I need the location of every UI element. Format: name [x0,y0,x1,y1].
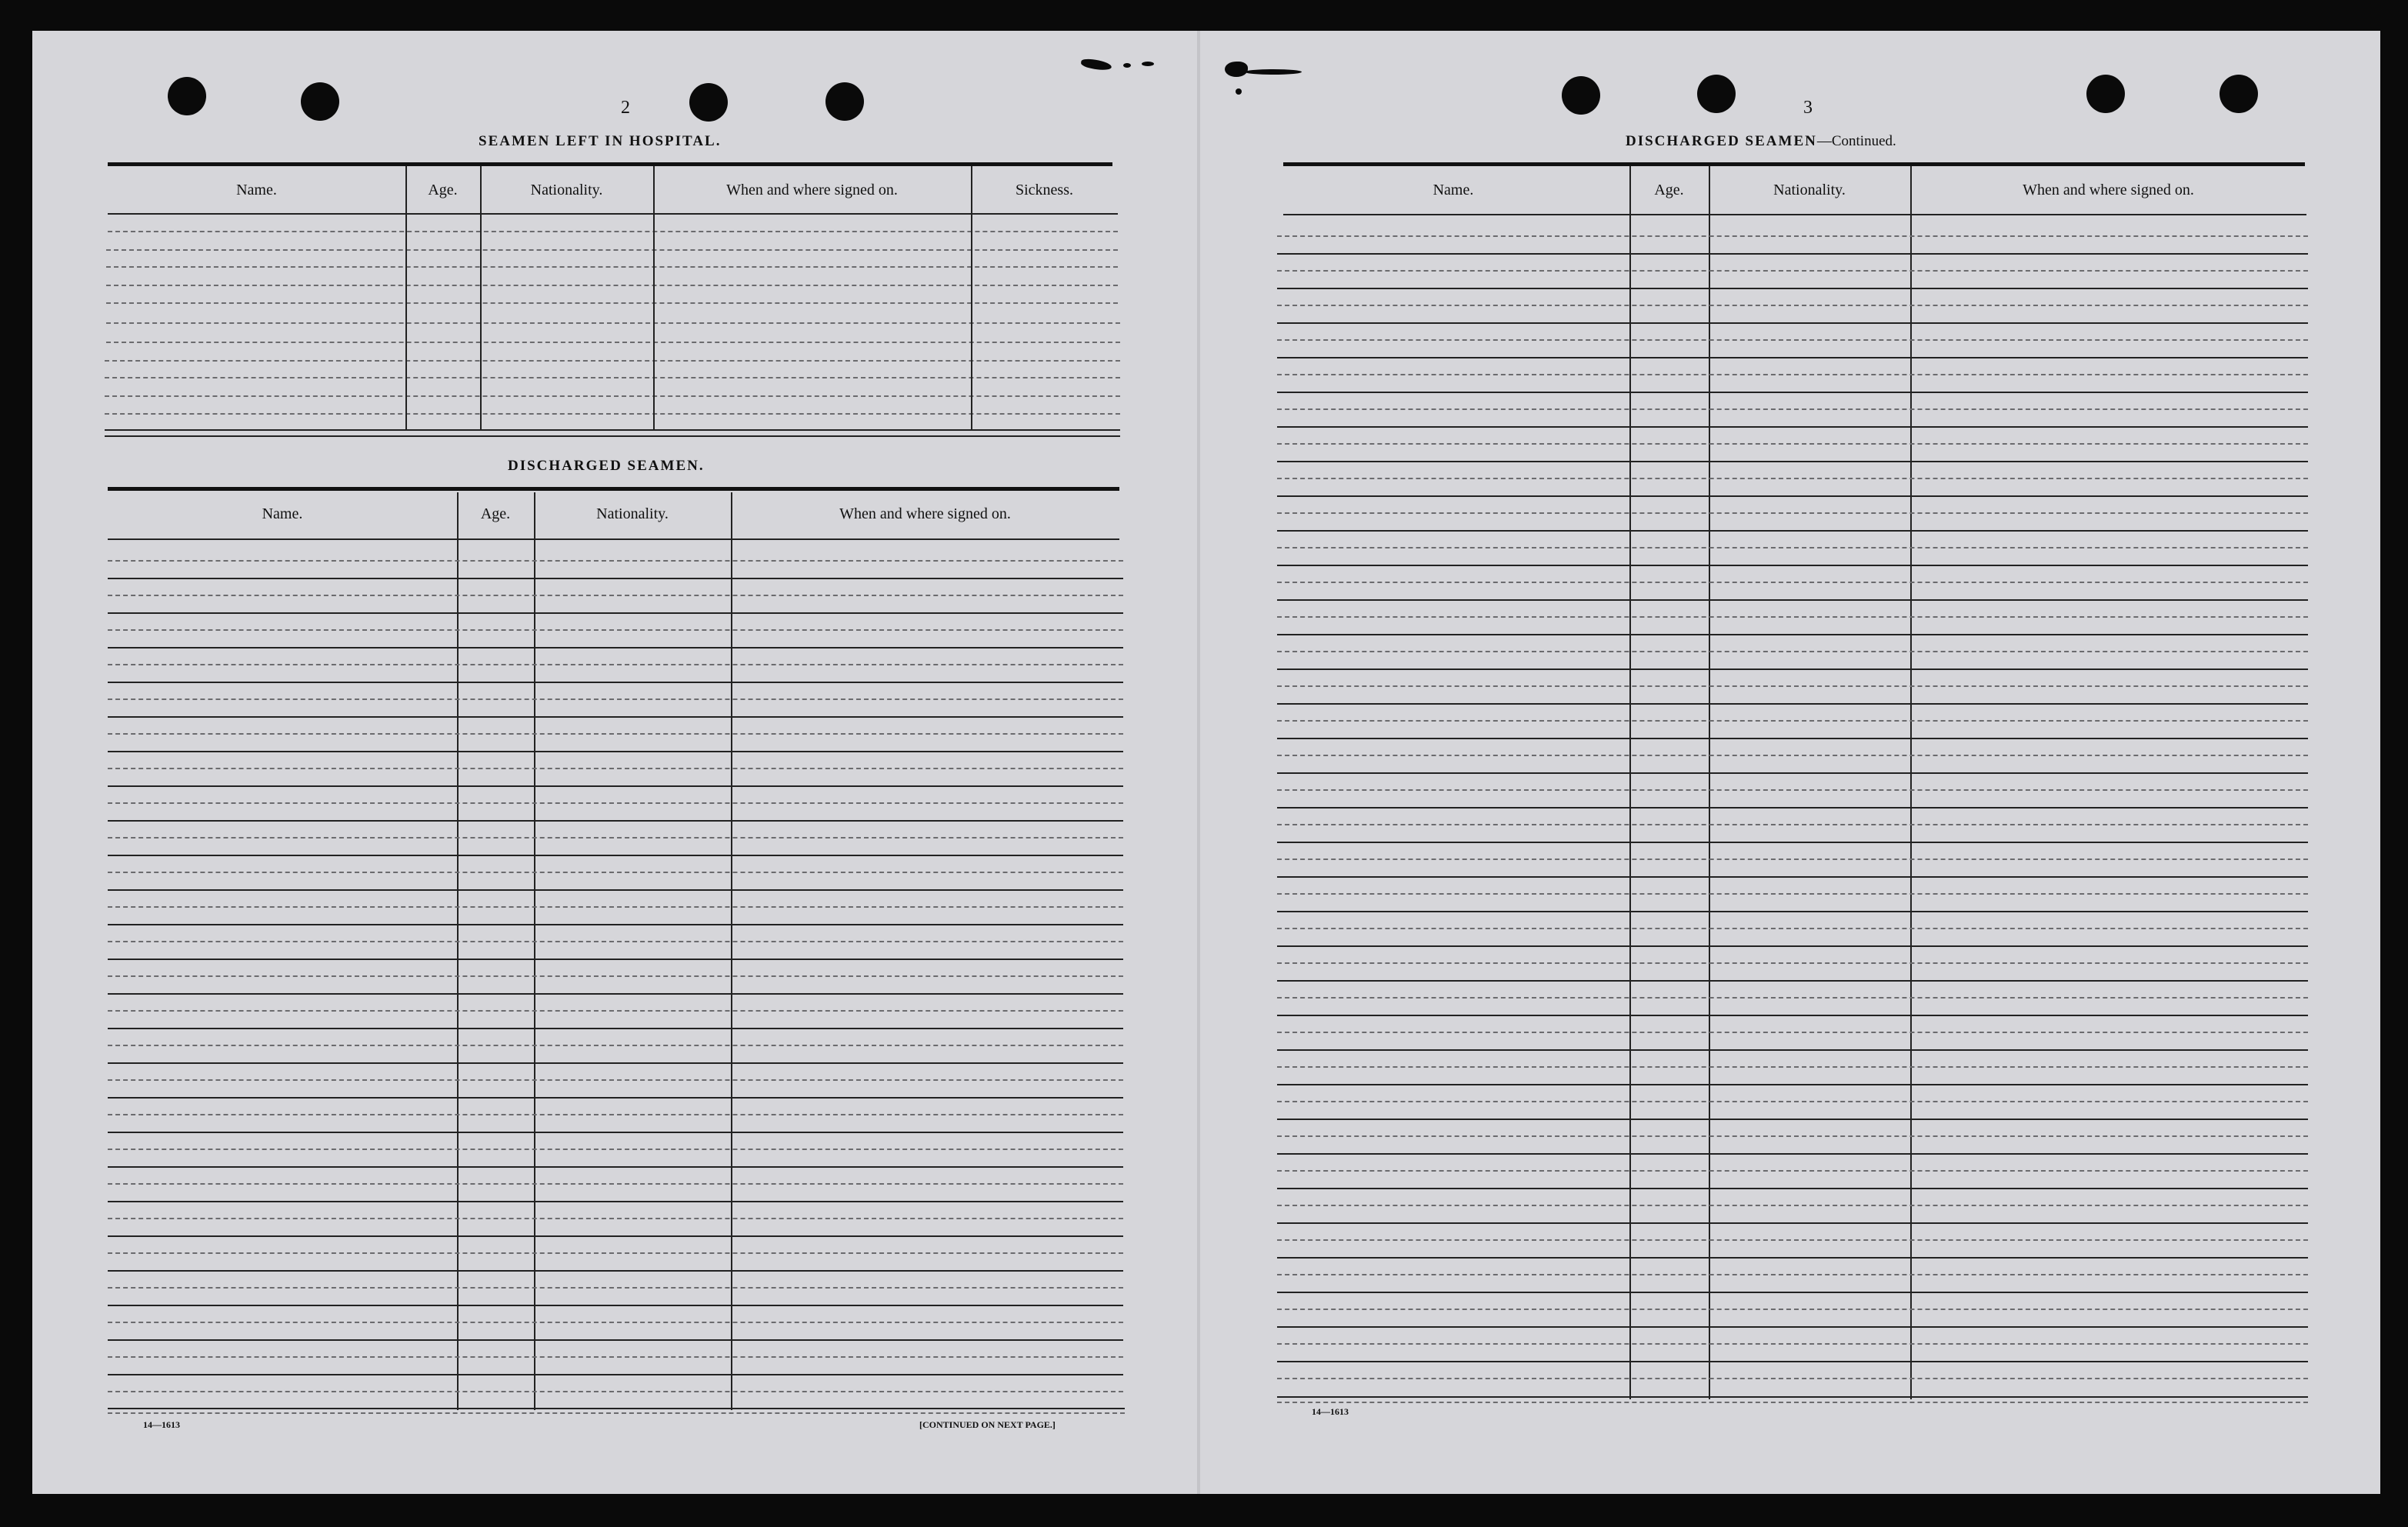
punch-hole [689,83,728,122]
ledger-row-line [1277,738,2308,739]
ledger-guide-line [1277,1343,2308,1345]
ledger-row-line [108,1201,1123,1202]
ledger-row-line [1277,253,2308,255]
hospital-table-bottom-rule [105,429,1120,431]
right-table-top-rule [1283,162,2305,166]
ledger-guide-line [108,1183,1123,1185]
ledger-guide-line [1277,1309,2308,1310]
ledger-guide-line [1277,339,2308,341]
hospital-header-rule [108,213,1118,215]
ledger-row-line [108,1062,1123,1064]
ink-blot [1142,62,1154,66]
ledger-guide-line [108,1356,1123,1358]
hospital-col-name: Name. [236,182,277,198]
ledger-row-line [1277,772,2308,774]
right-table-bottom-rule [1277,1396,2308,1398]
ledger-row-line [1277,461,2308,462]
right-col-age: Age. [1654,182,1684,198]
ledger-guide-line [108,941,1123,942]
ledger-guide-line [1277,962,2308,964]
ledger-row-line [108,1235,1123,1237]
ledger-guide-line [108,1322,1123,1323]
ledger-row-line [1277,634,2308,635]
punch-hole [1562,76,1600,115]
ledger-row-line [1277,1222,2308,1224]
ledger-guide-line [1277,443,2308,445]
ledger-guide-line [1277,859,2308,860]
right-section-title [1626,133,1896,150]
ledger-guide-line [1277,408,2308,410]
hospital-column-divider [480,166,482,431]
ledger-row-line [1277,703,2308,705]
ledger-row-line [108,1132,1123,1133]
ledger-row-line [1277,1049,2308,1051]
ledger-guide-line [1277,512,2308,514]
ledger-guide-line [108,1010,1123,1012]
punch-hole [825,82,864,121]
ink-blot [1123,63,1131,68]
punch-hole [168,77,206,115]
continued-note: [CONTINUED ON NEXT PAGE.] [919,1419,1056,1430]
ledger-guide-line [1277,1274,2308,1275]
ledger-row-line [108,1374,1123,1375]
ledger-guide-line [108,1114,1123,1115]
ledger-row-line [1277,495,2308,497]
ledger-row-line [1277,1292,2308,1293]
ledger-guide-line [108,837,1123,839]
ledger-guide-line [1277,616,2308,618]
ledger-guide-line [1277,374,2308,375]
ledger-guide-line [1277,893,2308,895]
ledger-guide-line [108,1218,1123,1219]
ledger-guide-line [1277,1170,2308,1172]
hospital-row-rule [105,377,1120,378]
ledger-guide-line [1277,1101,2308,1102]
hospital-column-divider [971,166,972,431]
ledger-guide-line [1277,1135,2308,1137]
hospital-col-age: Age. [428,182,458,198]
right-title-main: DISCHARGED SEAMEN [1626,133,1817,149]
ledger-guide-line [108,595,1123,596]
ledger-guide-line [108,560,1123,562]
ledger-row-line [1277,1257,2308,1259]
ledger-guide-line [1277,1066,2308,1068]
hospital-column-divider [405,166,407,431]
right-header-rule [1283,214,2306,215]
ledger-guide-line [1277,270,2308,272]
ledger-row-line [108,647,1123,648]
ledger-guide-line [108,664,1123,665]
ledger-row-line [108,716,1123,718]
hospital-row-rule [106,285,1118,286]
ledger-guide-line [108,1287,1123,1289]
ledger-row-line [108,855,1123,856]
ledger-row-line [1277,945,2308,947]
hospital-row-rule [106,342,1120,343]
ledger-row-line [108,682,1123,683]
hospital-column-divider [653,166,655,431]
right-title-suffix: —Continued. [1816,133,1896,149]
ledger-row-line [1277,530,2308,532]
ledger-row-line [1277,357,2308,358]
hospital-row-rule [106,266,1118,268]
hospital-row-rule [105,413,1120,415]
hospital-section-title: SEAMEN LEFT IN HOSPITAL. [479,133,722,149]
ledger-guide-line [1277,928,2308,929]
ledger-row-line [1277,911,2308,912]
ledger-row-line [1277,1188,2308,1189]
discharged-section-title: DISCHARGED SEAMEN. [508,458,705,474]
ledger-row-line [1277,1153,2308,1155]
ledger-row-line [108,820,1123,822]
right-column-divider [1910,166,1912,1399]
hospital-row-rule [108,231,1118,232]
ledger-row-line [1277,842,2308,843]
ledger-guide-line [1277,1032,2308,1033]
ledger-row-line [108,889,1123,891]
ledger-row-line [1277,565,2308,566]
ledger-guide-line [1277,1378,2308,1379]
ink-blot [1245,69,1302,75]
ledger-row-line [108,1339,1123,1341]
ledger-guide-line [108,872,1123,873]
ledger-guide-line [1277,1205,2308,1206]
ledger-row-line [1277,1326,2308,1328]
ink-blot [1236,88,1242,95]
discharged-table-top-rule [108,487,1119,491]
ledger-guide-line [1277,651,2308,652]
discharged-col-signed-on: When and where signed on. [839,505,1011,522]
ledger-guide-line [108,768,1123,769]
ink-blot [1225,62,1248,77]
ledger-row-line [108,1270,1123,1272]
punch-hole [2086,75,2125,113]
right-col-nationality: Nationality. [1773,182,1846,198]
ledger-row-line [108,993,1123,995]
discharged-header-rule [108,538,1119,540]
ledger-row-line [108,578,1123,579]
hospital-row-rule [106,322,1120,324]
hospital-row-rule [105,360,1120,362]
right-table-bottom-rule [1277,1402,2308,1403]
discharged-col-name: Name. [262,505,303,522]
ledger-guide-line [1277,547,2308,548]
punch-hole [301,82,339,121]
ledger-row-line [108,751,1123,752]
ledger-row-line [108,785,1123,787]
right-column-divider [1629,166,1631,1399]
ledger-guide-line [1277,582,2308,583]
ledger-row-line [1277,1119,2308,1120]
hospital-row-rule [106,249,1118,251]
ledger-guide-line [1277,305,2308,306]
hospital-table-top-rule [108,162,1112,166]
discharged-table-bottom-rule [108,1412,1125,1414]
right-form-number: 14—1613 [1312,1406,1349,1417]
ledger-guide-line [1277,789,2308,791]
ledger-guide-line [108,1079,1123,1081]
page-gutter [1197,31,1200,1494]
ledger-guide-line [1277,824,2308,825]
ledger-row-line [1277,288,2308,289]
hospital-table-bottom-rule [105,435,1120,437]
right-col-name: Name. [1432,182,1474,198]
hospital-row-rule [105,395,1120,397]
ledger-row-line [1277,1015,2308,1016]
ledger-row-line [1277,392,2308,393]
punch-hole [2220,75,2258,113]
ledger-guide-line [108,698,1123,700]
ledger-row-line [108,1028,1123,1029]
ledger-guide-line [108,1149,1123,1150]
discharged-col-age: Age. [480,505,511,522]
hospital-col-nationality: Nationality. [530,182,603,198]
discharged-table-bottom-rule [108,1408,1125,1409]
ledger-row-line [108,1166,1123,1168]
ledger-row-line [1277,599,2308,601]
discharged-col-nationality: Nationality. [596,505,669,522]
ledger-guide-line [108,1391,1123,1392]
right-col-signed-on: When and where signed on. [2023,182,2194,198]
punch-hole [1697,75,1736,113]
ledger-guide-line [1277,685,2308,687]
ledger-guide-line [1277,235,2308,237]
left-page-number: 2 [621,98,630,118]
ledger-row-line [1277,1084,2308,1085]
right-column-divider [1709,166,1710,1399]
ledger-guide-line [1277,997,2308,999]
ledger-row-line [1277,426,2308,428]
ledger-guide-line [108,1252,1123,1254]
ledger-guide-line [108,1045,1123,1046]
ledger-row-line [1277,876,2308,878]
ledger-row-line [108,924,1123,925]
ledger-row-line [1277,980,2308,982]
ledger-row-line [108,1097,1123,1099]
ledger-row-line [1277,1361,2308,1362]
ledger-row-line [1277,807,2308,809]
ledger-guide-line [1277,478,2308,479]
right-page-number: 3 [1803,98,1813,118]
hospital-col-signed-on: When and where signed on. [726,182,898,198]
ledger-row-line [108,612,1123,614]
ledger-guide-line [108,629,1123,631]
ledger-guide-line [1277,720,2308,722]
ledger-row-line [1277,668,2308,670]
left-form-number: 14—1613 [143,1419,180,1430]
hospital-row-rule [106,302,1118,304]
ledger-guide-line [108,975,1123,977]
ledger-guide-line [108,906,1123,908]
ledger-guide-line [1277,1239,2308,1241]
hospital-col-sickness: Sickness. [1016,182,1073,198]
ledger-row-line [108,959,1123,960]
ledger-guide-line [108,802,1123,804]
ledger-row-line [1277,322,2308,324]
ledger-guide-line [1277,755,2308,756]
ledger-guide-line [108,733,1123,735]
ledger-row-line [108,1305,1123,1306]
